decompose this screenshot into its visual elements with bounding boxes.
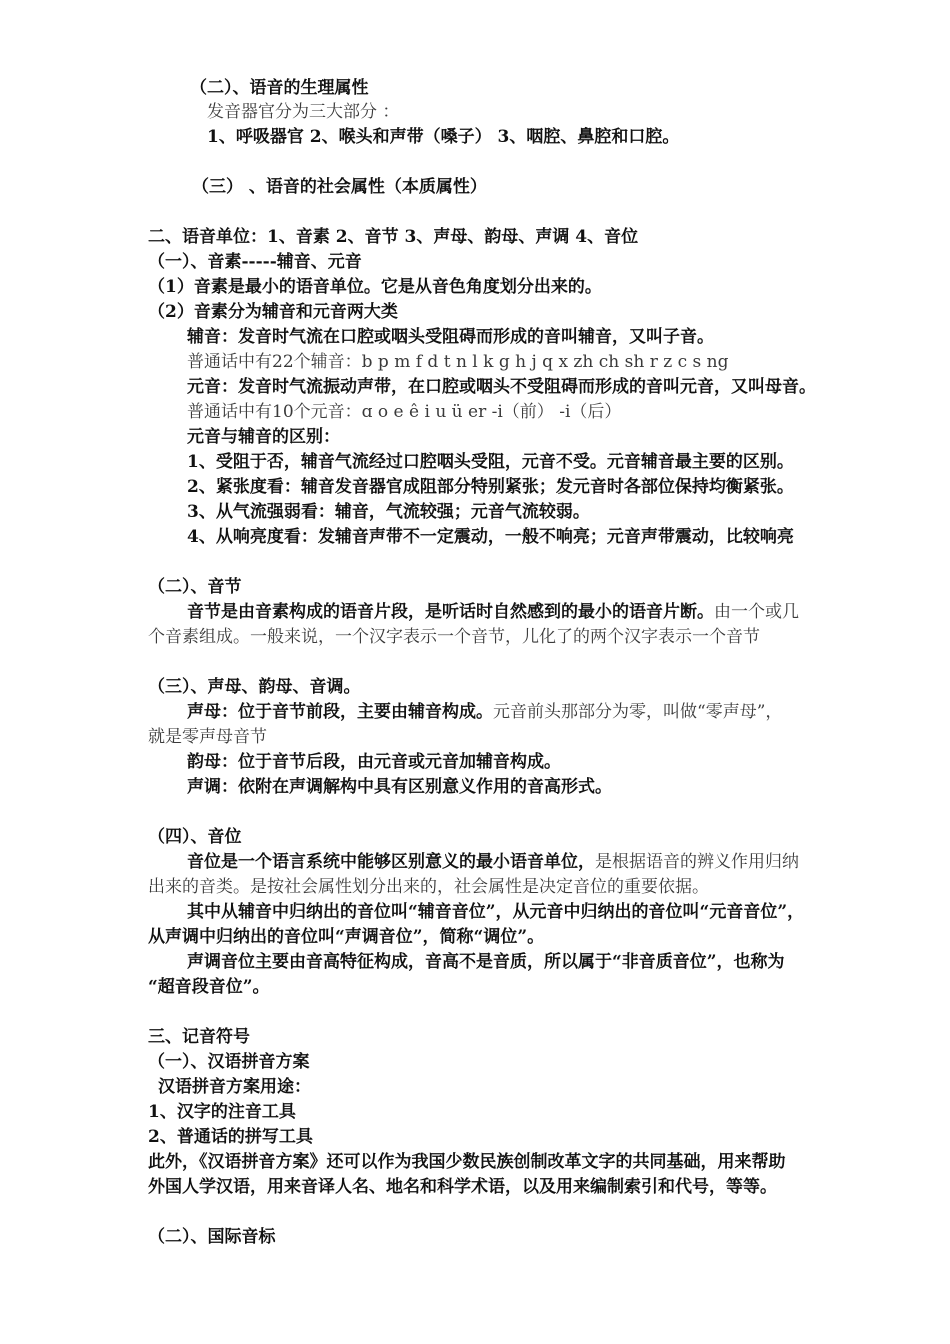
text-syllable-composition: 个音素组成。一般来说，一个汉字表示一个音节，儿化了的两个汉字表示一个音节 — [148, 627, 760, 647]
text-difference-3: 3、从气流强弱看：辅音，气流较强；元音气流较弱。 — [187, 502, 590, 522]
heading-ipa: （二）、国际音标 — [148, 1227, 276, 1247]
text-phoneme-unit-definition — [187, 850, 799, 874]
text-difference-heading: 元音与辅音的区别： — [187, 427, 340, 447]
text-consonant-definition: 辅音：发音时气流在口腔或咽头受阻碍而形成的音叫辅音，又叫子音。 — [187, 327, 714, 347]
heading-phoneme: （一）、音素-----辅音、元音 — [148, 252, 362, 272]
text-vowel-definition: 元音：发音时气流振动声带，在口腔或咽头不受阻碍而形成的音叫元音，又叫母音。 — [187, 377, 816, 397]
heading-physiological-attribute: （二）、语音的生理属性 — [190, 78, 369, 98]
text-phoneme-types: （2）音素分为辅音和元音两大类 — [148, 302, 398, 322]
text-pinyin-additional-2: 外国人学汉语，用来音译人名、地名和科学术语，以及用来编制索引和代号，等等。 — [148, 1177, 777, 1197]
text-phoneme-unit-definition-tail: 是根据语音的辨义作用归纳 — [595, 852, 799, 872]
text-vocal-organs-list: 1、呼吸器官 2、喉头和声带（嗓子） 3、咽腔、鼻腔和口腔。 — [207, 127, 680, 147]
text-vocal-organs-intro: 发音器官分为三大部分 ： — [207, 102, 400, 122]
text-phoneme-definition: （1）音素是最小的语音单位。它是从音色角度划分出来的。 — [148, 277, 602, 297]
text-phoneme-unit-definition-main: 音位是一个语言系统中能够区别意义的最小语音单位， — [187, 852, 595, 872]
heading-phonetic-symbols: 三、记音符号 — [148, 1027, 250, 1047]
text-tone-definition: 声调：依附在声调解构中具有区别意义作用的音高形式。 — [187, 777, 612, 797]
heading-pinyin-scheme: （一）、汉语拼音方案 — [148, 1052, 310, 1072]
text-phoneme-unit-basis: 出来的音类。是按社会属性划分出来的，社会属性是决定音位的重要依据。 — [148, 877, 709, 897]
text-initial-definition-tail: 元音前头那部分为零，叫做“零声母”， — [493, 702, 783, 722]
text-difference-2: 2、紧张度看：辅音发音器官成阻部分特别紧张；发元音时各部位保持均衡紧张。 — [187, 477, 794, 497]
heading-phonetic-units: 二、语音单位：1、音素 2、音节 3、声母、韵母、声调 4、音位 — [148, 227, 639, 247]
heading-phoneme-unit: （四）、音位 — [148, 827, 242, 847]
text-syllable-definition-tail: 由一个或几 — [714, 602, 799, 622]
text-difference-4: 4、从响亮度看：发辅音声带不一定震动，一般不响亮；元音声带震动，比较响亮 — [187, 527, 794, 547]
text-final-definition: 韵母：位于音节后段，由元音或元音加辅音构成。 — [187, 752, 561, 772]
text-pinyin-uses: 汉语拼音方案用途： — [158, 1077, 311, 1097]
text-consonant-vowel-phonemes: 其中从辅音中归纳出的音位叫“辅音音位”，从元音中归纳出的音位叫“元音音位”， — [187, 902, 805, 922]
text-initial-definition — [187, 700, 782, 724]
text-initial-definition-main: 声母：位于音节前段，主要由辅音构成。 — [187, 702, 493, 722]
text-syllable-definition-main: 音节是由音素构成的语音片段，是听话时自然感到的最小的语音片断。 — [187, 602, 714, 622]
text-suprasegmental-2: “超音段音位”。 — [148, 977, 270, 997]
text-tone-phonemes: 从声调中归纳出的音位叫“声调音位”，简称“调位”。 — [148, 927, 545, 947]
heading-initials-finals-tones: （三）、声母、韵母、音调。 — [148, 677, 361, 697]
text-pinyin-use-2: 2、普通话的拼写工具 — [148, 1127, 313, 1147]
text-pinyin-additional-1: 此外，《汉语拼音方案》还可以作为我国少数民族创制改革文字的共同基础，用来帮助 — [148, 1152, 786, 1172]
text-syllable-definition — [187, 600, 799, 624]
text-consonant-list: 普通话中有22个辅音：b p m f d t n l k g h j q x zh ch sh r z c s ng — [187, 352, 729, 372]
heading-syllable: （二）、音节 — [148, 577, 242, 597]
text-difference-1: 1、受阻于否，辅音气流经过口腔咽头受阻，元音不受。元音辅音最主要的区别。 — [187, 452, 794, 472]
heading-social-attribute: （三） 、语音的社会属性（本质属性） — [192, 177, 487, 197]
text-zero-initial: 就是零声母音节 — [148, 727, 267, 747]
text-vowel-list: 普通话中有10个元音：ɑ o e ê i u ü er -i（前） -i（后） — [187, 402, 622, 422]
text-pinyin-use-1: 1、汉字的注音工具 — [148, 1102, 296, 1122]
text-suprasegmental-1: 声调音位主要由音高特征构成，音高不是音质，所以属于“非音质音位”，也称为 — [187, 952, 785, 972]
